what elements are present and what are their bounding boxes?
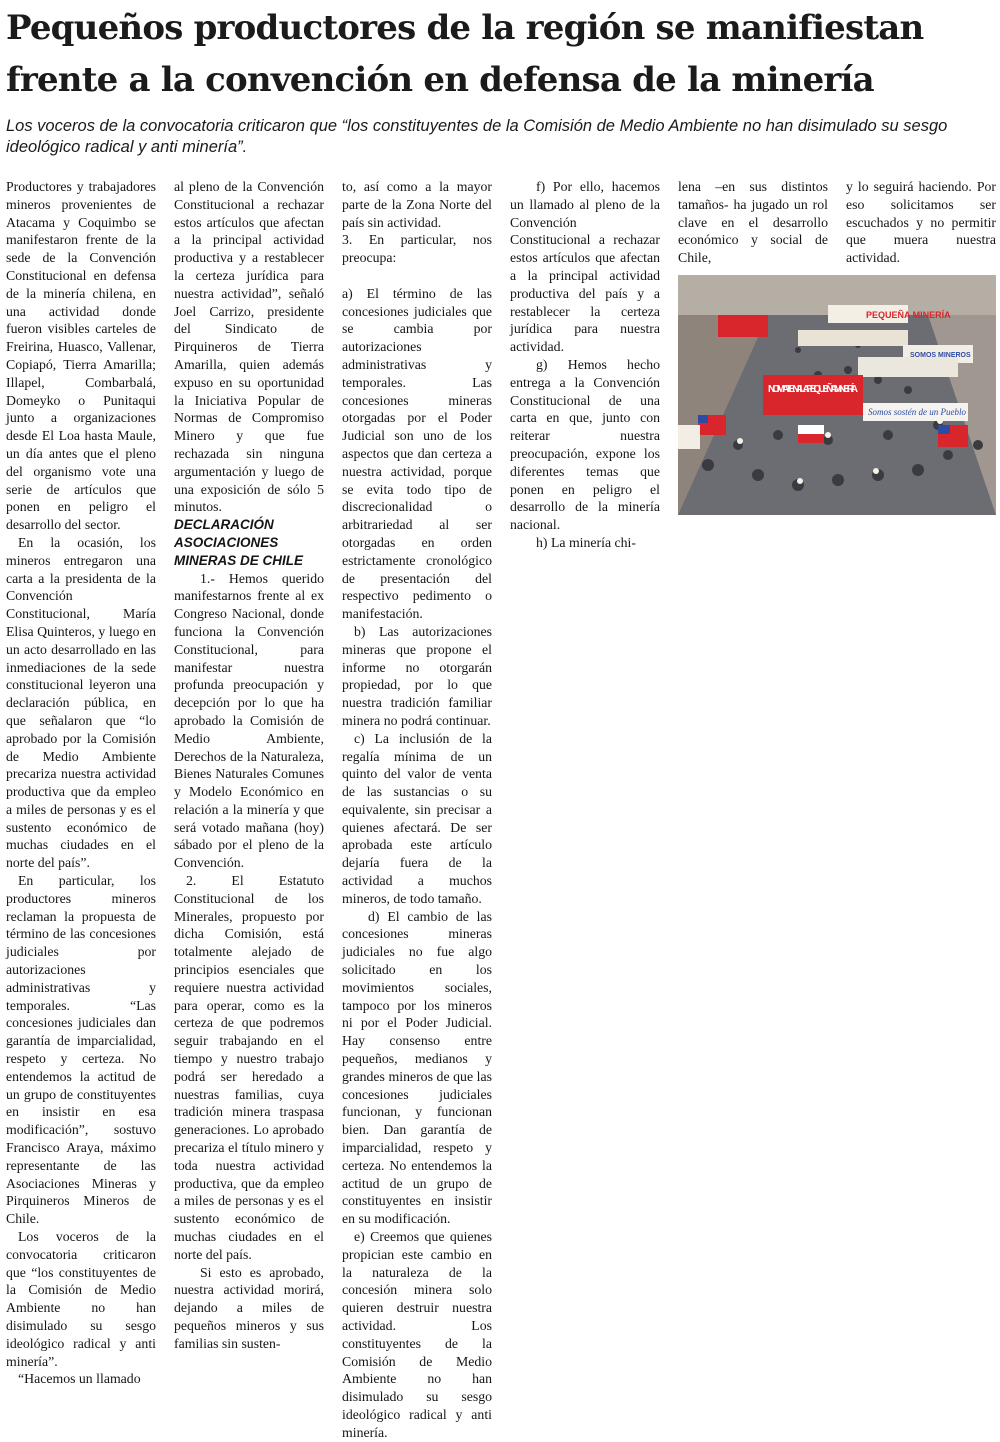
paragraph: y lo seguirá haciendo. Por eso solicitamos ser escuchados y no permitir que muera nuestra actividad. bbox=[846, 179, 996, 266]
paragraph: Los voceros de la convocatoria criticaron que “los constituyentes de la Comisión de Medio Ambiente no han disimulado su sesgo ideológico radical y anti minería”. bbox=[6, 1229, 156, 1369]
article-column-4 bbox=[510, 178, 660, 552]
paragraph: Si esto es aprobado, nuestra actividad morirá, dejando a miles de pequeños mineros y sus familias sin susten- bbox=[174, 1264, 324, 1351]
paragraph: 3. En particular, nos preocupa: bbox=[342, 232, 492, 266]
paragraph: 1.- Hemos querido manifestarnos frente al ex Congreso Nacional, donde funciona la Convención Constitucional, para manifestar nuestra profunda preocupación y decepción por lo que ha aprobado la Comisión de Medio Ambiente, Derechos de la Naturaleza, Bienes Naturales Comunes y Modelo Económico en relación a la minería y que será votado mañana (hoy) sábado por el pleno de la Convención. bbox=[174, 570, 324, 871]
paragraph: f) Por ello, hacemos un llamado al pleno de la Convención Constitucional a rechazar estos artículos que afectan a la principal actividad productiva del país y a restablecer la certeza jurídica para nuestra actividad. bbox=[510, 179, 660, 355]
paragraph: g) Hemos hecho entrega a la Convención Constitucional de una carta en que, junto con reiterar nuestra preocupación, expone los diferentes temas que ponen en peligro el desarrollo de la minería nacional. bbox=[510, 356, 660, 533]
deck-subtitle: Los voceros de la convocatoria criticaron que “los constituyentes de la Comisión de Medio Ambiente no han disimulado su sesgo ideológico radical y anti minería”. bbox=[6, 117, 948, 156]
photo-banner-top: PEQUEÑA MINERÍA bbox=[866, 310, 951, 320]
article-column-6 bbox=[846, 178, 996, 267]
article-column-1 bbox=[6, 178, 156, 1388]
headline: Pequeños productores de la región se manifiestan frente a la convención en defensa de la minería bbox=[6, 8, 924, 100]
protest-photo-illustration bbox=[678, 275, 996, 515]
paragraph: h) La minería chi- bbox=[536, 534, 636, 550]
paragraph: 2. El Estatuto Constitucional de los Minerales, propuesto por dicha Comisión, está totalmente alejado de principios esenciales que requiere nuestra actividad para operar, como es la certeza de que podremos seguir trabajando en el tiempo y nuestro trabajo podrá ser heredado a nuestras familias, cuya tradición minera traspasa generaciones. Lo aprobado precariza el título minero y toda nuestra actividad productiva, que da empleo a miles de personas y es el sustento económico de muchas ciudades en el norte del país. bbox=[174, 873, 324, 1262]
paragraph: to, así como a la mayor parte de la Zona Norte del país sin actividad. bbox=[342, 179, 492, 230]
paragraph: e) Creemos que quienes propician este cambio en la naturaleza de la concesión minera solo quieren destruir nuestra actividad. Los constituyentes de la Comisión de Medio Ambiente no han disimulado su sesgo ideológico radical y anti minería. bbox=[342, 1229, 492, 1440]
section-subhead: DECLARACIÓN ASOCIACIONES MINERAS DE CHILE bbox=[174, 517, 304, 568]
paragraph: En particular, los productores mineros reclaman la propuesta de término de las concesiones judiciales por autorizaciones administrativas y temporales. “Las concesiones judiciales dan garantía de imparcialidad, respeto y certeza. No entendemos la actitud de un grupo de constituyentes en insistir en esa modificación”, sostuvo Francisco Araya, máximo representante de las Asociaciones Mineras y Pirquineros Mineros de Chile. bbox=[6, 873, 156, 1227]
article-column-2 bbox=[174, 178, 324, 1353]
protest-photo bbox=[678, 275, 996, 515]
article-column-3 bbox=[342, 178, 492, 1442]
paragraph: al pleno de la Convención Constitucional a rechazar estos artículos que afectan a la principal actividad productiva y a restablecer la certeza jurídica para nuestra actividad”, señaló Joel Carrizo, presidente del Sindicato de Pirquineros de Tierra Amarilla, quien además expuso en su oportunidad la Iniciativa Popular de Normas de Compromiso Minero y que fue rechazada sin ninguna argumentación y luego de una exposición de sólo 5 minutos. bbox=[174, 179, 324, 515]
photo-banner-main: NO MATEN A LA PEQUEÑA MINERÍA bbox=[768, 384, 858, 395]
paragraph: En la ocasión, los mineros entregaron una carta a la presidenta de la Convención Constitucional, María Elisa Quinteros, y luego en un acto desarrollado en las inmediaciones de la sede constitucional leyeron una declaración pública, en que señalaron que “lo aprobado por la Comisión de Medio Ambiente precariza nuestra actividad productiva que da empleo a miles de personas y es el sustento económico de muchas ciudades en el norte del país”. bbox=[6, 534, 156, 871]
paragraph: d) El cambio de las concesiones mineras judiciales no fue algo solicitado en los movimientos sociales, tampoco por los mineros ni por el Poder Judicial. Hay consenso entre pequeños, medianos y grandes mineros de que las concesiones judiciales funcionan, y funcionan bien. Dan garantía de imparcialidad, respeto y certeza. No entendemos la actitud de un grupo de constituyentes en insistir en su modificación. bbox=[342, 908, 492, 1227]
paragraph: Productores y trabajadores mineros provenientes de Atacama y Coquimbo se manifestaron frente de la sede de la Convención Constitucional en defensa de la minería chilena, en una actividad donde fueron visibles carteles de Freirina, Huasco, Vallenar, Copiapó, Tierra Amarilla; Illapel, Combarbalá, Domeyko o Punitaqui junto a organizaciones desde El Loa hasta Maule, un día antes que el pleno del organismo vote una serie de artículos que ponen en peligro el desarrollo del sector. bbox=[6, 179, 156, 533]
paragraph: b) Las autorizaciones mineras que propone el informe no otorgarán propiedad, por lo que nuestra tradición familiar minera no podrá continuar. bbox=[342, 623, 492, 728]
paragraph: “Hacemos un llamado bbox=[18, 1371, 141, 1387]
paragraph: a) El término de las concesiones judiciales que se cambia por autorizaciones administrativas y temporales. Las concesiones mineras otorgadas por el Poder Judicial son uno de los aspectos que dan certeza a nuestra actividad, porque se evita todo tipo de discrecionalidad o arbitrariedad al ser otorgadas en orden estrictamente cronológico de presentación del respectivo pedimento o manifestación. bbox=[342, 285, 492, 622]
paragraph: lena –en sus distintos tamaños- ha jugado un rol clave en el desarrollo económico y social de Chile, bbox=[678, 179, 828, 266]
article-column-5 bbox=[678, 178, 828, 267]
photo-banner-mid: SOMOS MINEROS bbox=[910, 352, 971, 359]
photo-banner-right: Somos sostén de un Pueblo bbox=[868, 407, 966, 417]
paragraph: c) La inclusión de la regalía mínima de un quinto del valor de venta de las sustancias o su equivalente, sin precisar a quienes afectará. De ser aprobada este artículo dejaría fuera de la actividad a muchos mineros, de todo tamaño. bbox=[342, 730, 492, 906]
